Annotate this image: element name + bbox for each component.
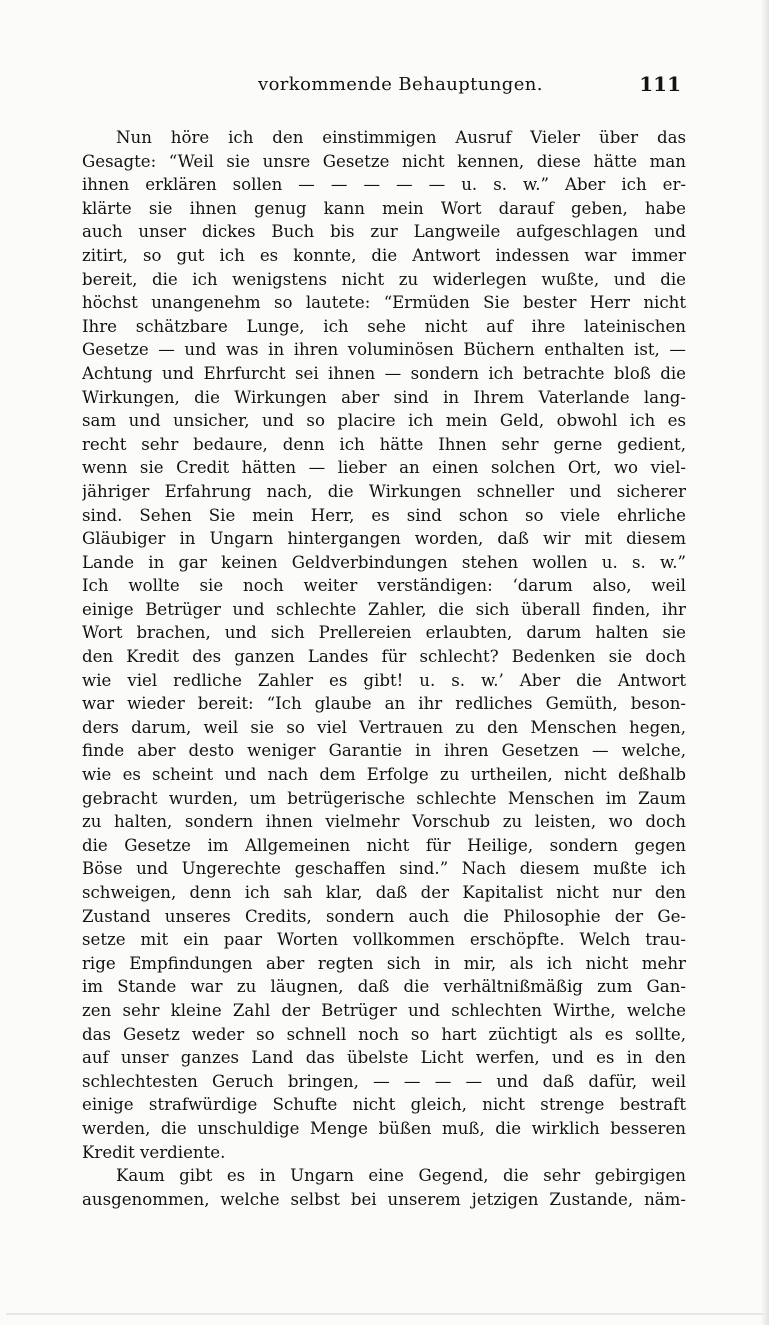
text-line: ausgenommen, welche selbst bei unserem jetzigen Zustande, näm-: [82, 1189, 686, 1209]
text-line: wie viel redliche Zahler es gibt! u. s. w.’ Aber die Antwort: [82, 670, 686, 690]
text-line: werden, die unschuldige Menge büßen muß, die wirklich besseren: [82, 1118, 686, 1138]
text-line: rige Empfindungen aber regten sich in mir, als ich nicht mehr: [82, 953, 686, 973]
text-line: bereit, die ich wenigstens nicht zu widerlegen wußte, und die: [82, 269, 686, 289]
page-edge-shadow: [761, 0, 769, 1325]
text-line: die Gesetze im Allgemeinen nicht für Heilige, sondern gegen: [82, 835, 686, 855]
text-line: Lande in gar keinen Geldverbindungen stehen wollen u. s. w.”: [82, 552, 686, 572]
text-line: klärte sie ihnen genug kann mein Wort darauf geben, habe: [82, 198, 686, 218]
text-line: zen sehr kleine Zahl der Betrüger und schlechten Wirthe, welche: [82, 1000, 686, 1020]
text-line: sind. Sehen Sie mein Herr, es sind schon so viele ehrliche: [82, 505, 686, 525]
text-line: auf unser ganzes Land das übelste Licht werfen, und es in den: [82, 1048, 686, 1068]
text-line: zu halten, sondern ihnen vielmehr Vorschub zu leisten, wo doch: [82, 812, 686, 832]
text-line: Gesagte: “Weil sie unsre Gesetze nicht kennen, diese hätte man: [82, 151, 686, 171]
text-line: das Gesetz weder so schnell noch so hart züchtigt als es sollte,: [82, 1024, 686, 1044]
text-line: Kredit verdiente.: [82, 1142, 226, 1162]
text-line: sam und unsicher, und so placire ich mein Geld, obwohl ich es: [82, 411, 686, 431]
text-line: zitirt, so gut ich es konnte, die Antwort indessen war immer: [82, 245, 686, 265]
text-line: Kaum gibt es in Ungarn eine Gegend, die sehr gebirgigen: [116, 1166, 686, 1186]
text-line: gebracht wurden, um betrügerische schlechte Menschen im Zaum: [82, 788, 686, 808]
text-line: wenn sie Credit hätten — lieber an einen solchen Ort, wo viel-: [82, 458, 686, 478]
page-bottom-edge: [6, 1313, 763, 1315]
text-line: Achtung und Ehrfurcht sei ihnen — sondern ich betrachte bloß die: [82, 363, 686, 383]
text-line: ders darum, weil sie so viel Vertrauen zu den Menschen hegen,: [82, 717, 686, 737]
text-line: Gläubiger in Ungarn hintergangen worden, daß wir mit diesem: [82, 529, 686, 549]
text-line: Böse und Ungerechte geschaffen sind.” Nach diesem mußte ich: [82, 859, 686, 879]
text-line: recht sehr bedaure, denn ich hätte Ihnen sehr gerne gedient,: [82, 434, 686, 454]
text-line: Nun höre ich den einstimmigen Ausruf Vieler über das: [116, 128, 686, 147]
text-line: jähriger Erfahrung nach, die Wirkungen schneller und sicherer: [82, 481, 686, 501]
text-line: setze mit ein paar Worten vollkommen erschöpfte. Welch trau-: [82, 930, 686, 950]
text-line: Wirkungen, die Wirkungen aber sind in Ihrem Vaterlande lang-: [82, 387, 686, 407]
text-line: schweigen, denn ich sah klar, daß der Kapitalist nicht nur den: [82, 883, 686, 902]
text-line: Gesetze — und was in ihren voluminösen Büchern enthalten ist, —: [82, 340, 686, 360]
running-head: vorkommende Behauptungen.: [258, 74, 543, 95]
text-line: ihnen erklären sollen — — — — — u. s. w.” Aber ich er-: [82, 175, 686, 195]
text-line: im Stande war zu läugnen, daß die verhältnißmäßig zum Gan-: [82, 977, 686, 997]
body-text: [82, 126, 686, 1211]
page-header: [80, 74, 685, 104]
text-line: Ihre schätzbare Lunge, ich sehe nicht auf ihre lateinischen: [82, 316, 686, 336]
text-line: Ich wollte sie noch weiter verständigen: ‘darum also, weil: [82, 576, 686, 596]
text-line: war wieder bereit: “Ich glaube an ihr redliches Gemüth, beson-: [82, 694, 686, 714]
text-line: wie es scheint und nach dem Erfolge zu urtheilen, nicht deßhalb: [82, 765, 686, 785]
text-line: Wort brachen, und sich Prellereien erlaubten, darum halten sie: [82, 623, 686, 643]
text-line: auch unser dickes Buch bis zur Langweile aufgeschlagen und: [82, 222, 686, 242]
text-line: den Kredit des ganzen Landes für schlecht? Bedenken sie doch: [82, 647, 686, 667]
text-line: einige strafwürdige Schufte nicht gleich, nicht strenge bestraft: [82, 1095, 686, 1115]
text-line: einige Betrüger und schlechte Zahler, die sich überall finden, ihr: [82, 599, 686, 619]
text-line: höchst unangenehm so lautete: “Ermüden Sie bester Herr nicht: [82, 293, 686, 313]
text-line: Zustand unseres Credits, sondern auch die Philosophie der Ge-: [82, 906, 686, 926]
text-line: schlechtesten Geruch bringen, — — — — und daß dafür, weil: [82, 1071, 686, 1091]
page-number: 111: [639, 72, 681, 96]
text-line: finde aber desto weniger Garantie in ihren Gesetzen — welche,: [82, 741, 686, 761]
